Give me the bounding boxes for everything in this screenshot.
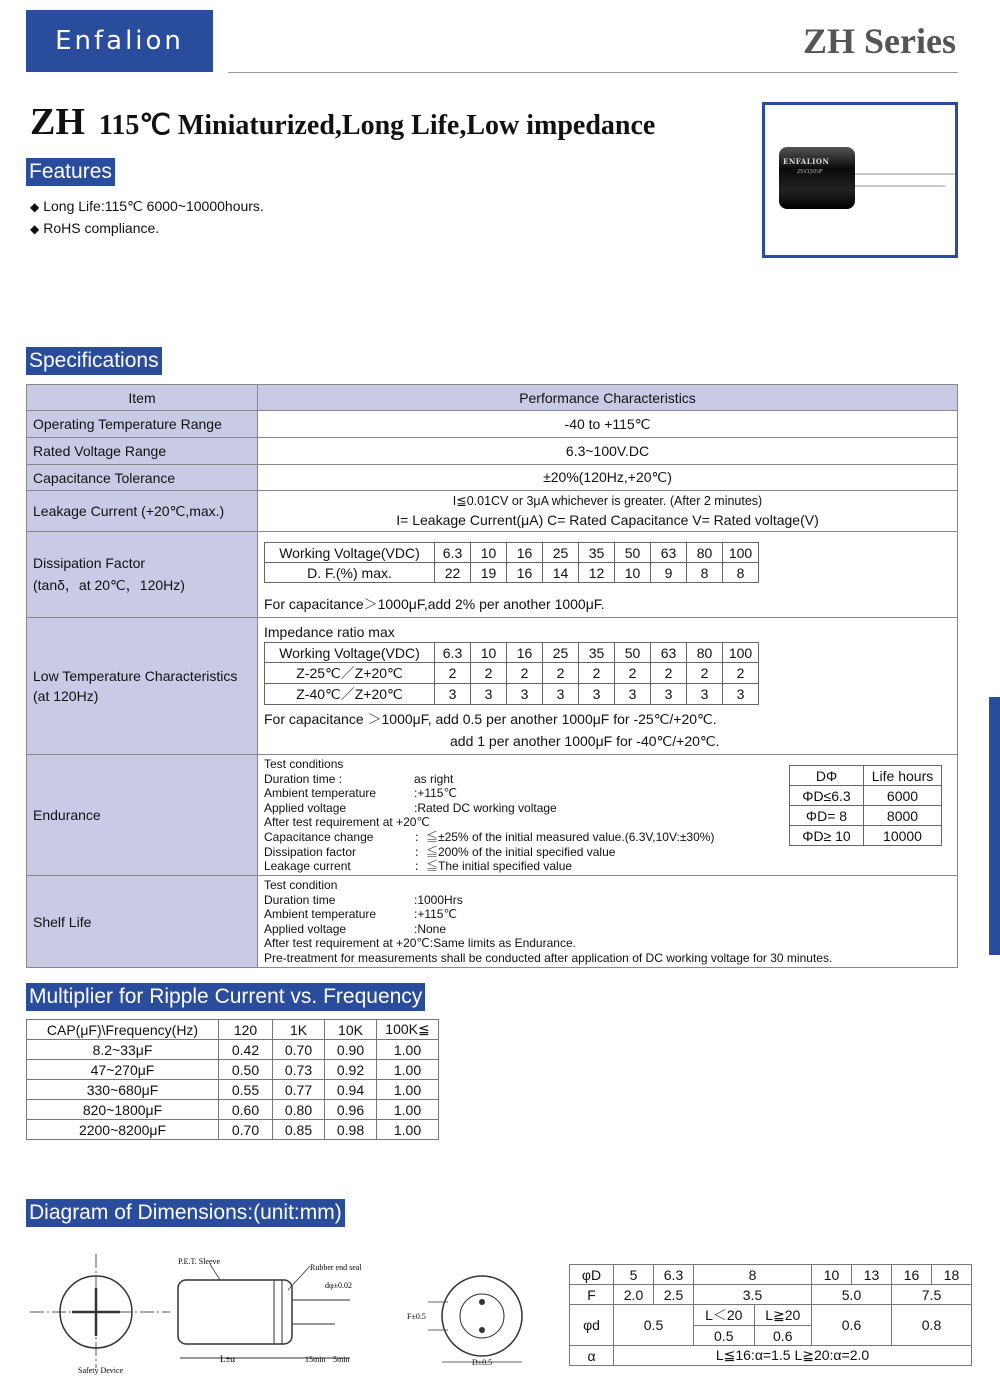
endurance-key: Duration time : [264,771,343,786]
F-cell: 2.0 [614,1285,654,1305]
capacitor-body [779,147,855,209]
ripple-cell: 0.94 [325,1080,377,1100]
side-tab-bar [989,697,1000,955]
phid-cell: 0.8 [892,1305,972,1346]
df-value-cell: 10 [615,563,651,583]
lowtemp-voltage: 63 [651,643,687,663]
phiD-cell: 5 [614,1265,654,1285]
alpha-cell: L≦16:α=1.5 L≧20:α=2.0 [614,1346,972,1366]
dimensions-heading: Diagram of Dimensions:(unit:mm) [26,1199,345,1227]
lowtemp-row2-label: Z-40℃／Z+20℃ [265,684,435,705]
ripple-cell: 1.00 [377,1060,439,1080]
lowtemp-cell: 3 [579,684,615,705]
capacitor-marking: 25V150UF [797,169,823,175]
phid-cell: 0.6 [812,1305,892,1346]
df-voltage: 10 [471,543,507,563]
endurance-label: Endurance [27,755,258,876]
ripple-cell: 0.70 [273,1040,325,1060]
phiD-cell: 13 [852,1265,892,1285]
lowtemp-cell: 2 [687,663,723,684]
endurance-val: ：≦±25% of the initial measured value.(6.3V,10V:±30%) [414,829,715,844]
endurance-val: ：≦200% of the initial specified value [414,844,616,859]
lowtemp-note2: add 1 per another 1000μF for -40℃/+20℃. [450,733,720,749]
endurance-value [258,755,958,876]
lowtemp-cell: 3 [615,684,651,705]
df-label-line1: Dissipation Factor [33,554,146,571]
endurance-key: Leakage current [264,859,351,874]
F-cell: 2.5 [654,1285,694,1305]
brand-logo [26,10,213,72]
ripple-cell: 47~270μF [27,1060,219,1080]
endurance-val: as right [414,771,454,786]
shelf-val: :None [414,921,447,936]
ripple-cell: 8.2~33μF [27,1040,219,1060]
endurance-key: Ambient temperature [264,786,377,801]
lowtemp-cell: 3 [471,684,507,705]
ripple-cell: 2200~8200μF [27,1120,219,1140]
df-value-cell: 8 [723,563,759,583]
df-voltage: 25 [543,543,579,563]
lowtemp-label-line1: Low Temperature Characteristics [33,668,238,684]
lowtemp-cell: 2 [543,663,579,684]
df-value-cell: 16 [507,563,543,583]
table-row [27,1060,439,1080]
df-value [258,532,958,618]
F-cell: 7.5 [892,1285,972,1305]
ripple-cell: 1.00 [377,1100,439,1120]
phid-cell: 0.5 [614,1305,694,1346]
lowtemp-cell: 3 [543,684,579,705]
endurance-line: Test conditions [264,757,344,771]
lowtemp-voltage: 50 [615,643,651,663]
shelf-conditions [264,878,957,966]
phid-sub-header: L≧20 [754,1305,812,1326]
phiD-cell: 10 [812,1265,852,1285]
lowtemp-table [264,642,759,705]
df-voltage-header: Working Voltage(VDC) [265,543,435,563]
phiD-cell: 6.3 [654,1265,694,1285]
lowtemp-cell: 2 [435,663,471,684]
capacitor-brand: ENFALION [783,157,830,166]
side-view [178,1257,362,1364]
lowtemp-label-line2: (at 120Hz) [33,688,99,704]
lowtemp-intro: Impedance ratio max [264,624,395,640]
cap-tolerance-value: ±20%(120Hz,+20℃) [258,465,958,491]
ripple-cell: 0.50 [219,1060,273,1080]
life-hours-table [789,765,942,846]
ripple-cell: 1.00 [377,1040,439,1060]
specifications-heading: Specifications [26,347,162,375]
lowtemp-cell: 2 [723,663,759,684]
series-title: ZH Series [803,21,956,61]
df-voltage: 80 [687,543,723,563]
diameter-label: D±0.5 [472,1358,493,1367]
page-title [30,100,655,144]
brand-text: Enfalion [55,26,184,56]
F-cell: 3.5 [694,1285,812,1305]
df-table [264,542,759,583]
ripple-cell: 1.00 [377,1120,439,1140]
feature-item: ◆ Long Life:115℃ 6000~10000hours. [30,198,264,214]
ripple-cell: 0.90 [325,1040,377,1060]
df-note: For capacitance＞1000μF,add 2% per another 1000μF. [264,596,605,612]
cap-tolerance-label: Capacitance Tolerance [27,465,258,491]
rated-voltage-value: 6.3~100V.DC [258,438,958,465]
features-heading: Features [26,158,115,186]
lowtemp-voltage: 6.3 [435,643,471,663]
df-value-cell: 9 [651,563,687,583]
df-voltage: 63 [651,543,687,563]
dimension-diagram [20,1250,550,1380]
diamond-bullet-icon: ◆ [30,222,40,236]
ripple-cell: 0.73 [273,1060,325,1080]
ripple-header: 120 [219,1020,273,1040]
phid-label: φd [570,1305,614,1346]
lowtemp-voltage: 25 [543,643,579,663]
df-value-cell: 19 [471,563,507,583]
F-label: F [570,1285,614,1305]
df-voltage: 35 [579,543,615,563]
ripple-cell: 1.00 [377,1080,439,1100]
endurance-key: Applied voltage [264,800,347,815]
life-cell: 10000 [864,826,942,846]
length-label: L±α [220,1354,236,1364]
ripple-cell: 820~1800μF [27,1100,219,1120]
lowtemp-cell: 3 [651,684,687,705]
life-hdr-d: DΦ [790,766,864,786]
ripple-header: 100K≦ [377,1020,439,1040]
capacitor-lead [845,185,945,187]
ripple-cell: 0.92 [325,1060,377,1080]
lowtemp-cell: 2 [615,663,651,684]
phid-sub-header: L＜20 [694,1305,755,1326]
ripple-cell: 0.80 [273,1100,325,1120]
lead-5min-label: 5min [333,1355,350,1364]
lead-15min-label: 15min [305,1355,326,1364]
shelf-life-value [258,876,958,968]
shelf-line: Pre-treatment for measurements shall be conducted after application of DC working voltage for 30 minutes. [264,950,833,965]
phiD-cell: 18 [932,1265,972,1285]
rubber-seal-label: Rubber end seal [310,1263,362,1272]
shelf-line: Test condition [264,878,338,892]
shelf-key: Applied voltage [264,921,347,936]
capacitor-lead [845,173,958,175]
pet-sleeve-label: P.E.T. Sleeve [178,1257,221,1266]
feature-item: ◆ RoHS compliance. [30,220,160,236]
lowtemp-voltage: 100 [723,643,759,663]
safety-device-label: Safety Device [78,1366,124,1375]
df-voltage: 50 [615,543,651,563]
life-cell: ΦD≥ 10 [790,826,864,846]
leakage-label: Leakage Current (+20℃,max.) [27,491,258,532]
diamond-bullet-icon: ◆ [30,200,40,214]
col-item-header: Item [27,385,258,411]
title-desc: 115℃ Miniaturized,Long Life,Low impedance [98,110,656,141]
ripple-header: 10K [325,1020,377,1040]
endurance-key: Capacitance change [264,829,374,844]
leakage-value [258,491,958,532]
lowtemp-cell: 3 [687,684,723,705]
shelf-key: Ambient temperature [264,907,377,922]
lowtemp-voltage-header: Working Voltage(VDC) [265,643,435,663]
F-cell: 5.0 [812,1285,892,1305]
life-cell: ΦD= 8 [790,806,864,826]
lowtemp-cell: 3 [723,684,759,705]
lowtemp-cell: 3 [507,684,543,705]
lowtemp-cell: 3 [435,684,471,705]
shelf-val: :1000Hrs [414,892,463,907]
header-rule [228,72,958,73]
df-label [27,532,258,618]
life-cell: ΦD≤6.3 [790,786,864,806]
lowtemp-label [27,618,258,755]
leakage-line2: I= Leakage Current(μA) C= Rated Capacitance V= Rated voltage(V) [396,512,819,528]
life-hdr-hours: Life hours [864,766,942,786]
ripple-cell: 0.70 [219,1120,273,1140]
df-value-cell: 8 [687,563,723,583]
lowtemp-value [258,618,958,755]
ripple-cell: 0.77 [273,1080,325,1100]
ripple-cell: 0.60 [219,1100,273,1120]
leakage-line1: I≦0.01CV or 3μA whichever is greater. (After 2 minutes) [452,494,763,508]
ripple-cell: 0.55 [219,1080,273,1100]
lowtemp-note1: For capacitance ＞1000μF, add 0.5 per another 1000μF for -25℃/+20℃. [264,711,717,727]
endurance-val: :+115℃ [414,786,457,801]
df-label-line2: (tanδ，at 20℃，120Hz) [33,576,185,593]
phid-cell: 0.6 [754,1326,812,1346]
safety-vent-view [30,1254,170,1375]
ripple-cell: 0.98 [325,1120,377,1140]
shelf-life-label: Shelf Life [27,876,258,968]
life-cell: 6000 [864,786,942,806]
table-row [27,1080,439,1100]
df-value-cell: 12 [579,563,615,583]
ripple-cell: 0.96 [325,1100,377,1120]
df-voltage: 16 [507,543,543,563]
lowtemp-voltage: 35 [579,643,615,663]
df-voltage: 6.3 [435,543,471,563]
lowtemp-cell: 2 [507,663,543,684]
op-temp-label: Operating Temperature Range [27,411,258,438]
lowtemp-cell: 2 [471,663,507,684]
ripple-heading: Multiplier for Ripple Current vs. Frequency [26,983,425,1011]
phiD-label: φD [570,1265,614,1285]
pitch-label: F±0.5 [407,1312,426,1321]
specifications-table [26,384,958,968]
phiD-cell: 8 [694,1265,812,1285]
lowtemp-cell: 2 [651,663,687,684]
df-row-label: D. F.(%) max. [265,563,435,583]
alpha-label: α [570,1346,614,1366]
ripple-header: 1K [273,1020,325,1040]
op-temp-value: -40 to +115℃ [258,411,958,438]
ripple-cell: 330~680μF [27,1080,219,1100]
lead-diameter-label: dφ±0.02 [325,1281,353,1290]
shelf-val: :+115℃ [414,907,457,922]
lowtemp-voltage: 10 [471,643,507,663]
lowtemp-voltage: 16 [507,643,543,663]
shelf-key: Duration time [264,892,336,907]
table-row [27,1040,439,1060]
bottom-view [407,1276,522,1367]
lowtemp-voltage: 80 [687,643,723,663]
ripple-cell: 0.42 [219,1040,273,1060]
ripple-cell: 0.85 [273,1120,325,1140]
df-voltage: 100 [723,543,759,563]
phid-cell: 0.5 [694,1326,755,1346]
title-code: ZH [30,101,85,143]
endurance-key: Dissipation factor [264,844,357,859]
table-row [27,1120,439,1140]
col-perf-header: Performance Characteristics [258,385,958,411]
product-photo [762,102,958,258]
df-value-cell: 14 [543,563,579,583]
endurance-val: ：≦The initial specified value [414,859,573,874]
life-cell: 8000 [864,806,942,826]
table-row [27,1100,439,1120]
lowtemp-row1-label: Z-25℃／Z+20℃ [265,663,435,684]
df-value-cell: 22 [435,563,471,583]
ripple-table [26,1019,439,1140]
lowtemp-cell: 2 [579,663,615,684]
shelf-line: After test requirement at +20℃:Same limits as Endurance. [264,936,576,951]
endurance-line: After test requirement at +20℃ [264,815,430,830]
phiD-cell: 16 [892,1265,932,1285]
rated-voltage-label: Rated Voltage Range [27,438,258,465]
endurance-val: :Rated DC working voltage [414,800,557,815]
ripple-header: CAP(μF)\Frequency(Hz) [27,1020,219,1040]
dimensions-table [569,1264,972,1366]
